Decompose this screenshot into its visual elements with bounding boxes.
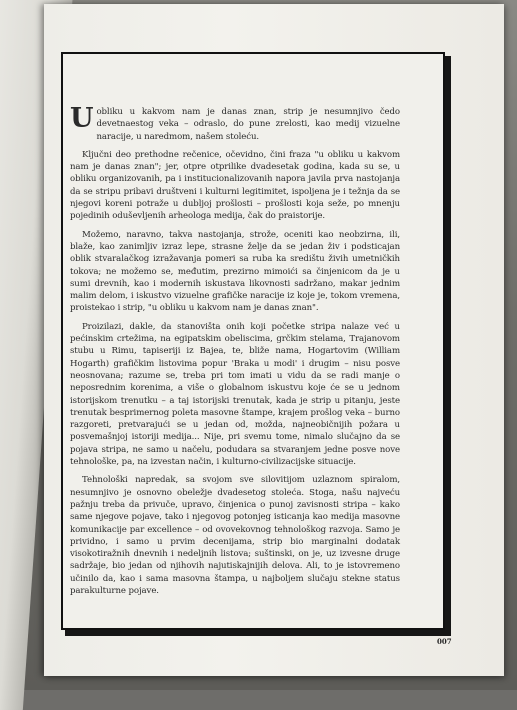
paragraph-3: Možemo, naravno, takva nastojanja, strože, oceniti kao neobzirna, ili, blaže, kao zanimljiv izraz lepe, strasne želje da se jedan živ i podsticajan oblik stvaralačkog izražavanja pomeri sa ruba ka središtu živih umetničkih tokova; ne možemo se, međutim, prezirno mimoići sa činjenicom da je u sumi drevnih, kao i modernih iskustava likovnosti sadržano, makar jednim malim delom, i iskustvo vizuelne grafičke naracije iz koje je, tokom vremena, proistekao i strip, "u obliku u kakvom nam je danas znan". [70,229,400,314]
paragraph-5: Tehnološki napredak, sa svojom sve silovitijom uzlaznom spiralom, nesumnjivo je osnovno obeležje dvadesetog stoleća. Stoga, našu najveću pažnju treba da privuče, upravo, činjenica o punoj zavisnosti stripa – kako same njegove pojave, tako i njegovog potonjeg isticanja kao medija masovne komunikacije par excellence – od ovovekovnog tehnološkog razvoja. Samo je prividno, i samo u prvim decenijama, strip bio marginalni dodatak visokotiražnih dnevnih i nedeljnih listova; suštinski, on je, uz izvesne druge sadržaje, bio jedan od njihovih najutiskajnijih delova. Ali, to je istovremeno učinilo da, kao i sama masovna štampa, u najboljem slučaju stekne status parakulturne pojave. [70,475,400,596]
book-page [44,4,504,676]
paragraph-4: Proizilazi, dakle, da stanovišta onih koji početke stripa nalaze već u pećinskim crtežima, na egipatskim obeliscima, grčkim stelama, Trajanovom stubu u Rimu, tapiseriji iz Bajea, te, bliže nama, Hogartovim (William Hogarth) grafičkim listovima popur 'Braka u modi' i drugim – nisu posve neosnovana; razume se, treba pri tom imati u vidu da se radi manje o neposrednim korenima, a više o globalnom iskustvu koje će se u jednom istorijskom trenutku – a taj istorijski trenutak, kada je strip u pitanju, jeste trenutak besprimernog poleta masovne štampe, krajem prošlog veka – burno razgoreti, pretvarajući se u jedan od, možda, najneobičnijih požara u posvemašnjoj istoriji medija... Nije, pri svemu tome, nimalo slučajno da se pojava stripa, ne samo u načelu, podudara sa stvaranjem jedne posve nove tehnološke, pa, na izvestan način, i kulturno-civilizacijske situacije. [70,321,400,468]
paragraph-2: Ključni deo prethodne rečenice, očevidno, čini fraza "u obliku u kakvom nam je danas znan"; jer, otpre otprilike dvadesetak godina, kada su se, u obliku organizovanih, pa i institucionalizovanih napora javila prva nastojanja da se stripu pribavi društveni i kulturni legitimitet, ispoljena je i težnja da se njegovi koreni potraže u dubljoj prošlosti – prošlosti koja seže, po mnenju pojedinih oduševljenih arheologa medija, čak do praistorije. [70,149,400,222]
drop-cap: U [70,103,94,134]
paragraph-1-text: obliku u kakvom nam je danas znan, strip je nesumnjivo čedo devetnaestog veka – odraslo, do pune zrelosti, kao medij vizuelne naracije, u naredmom, našem stoleću. [96,107,400,142]
body-text [70,103,400,603]
page-number: 007 [437,637,452,646]
paragraph-1 [70,103,400,143]
